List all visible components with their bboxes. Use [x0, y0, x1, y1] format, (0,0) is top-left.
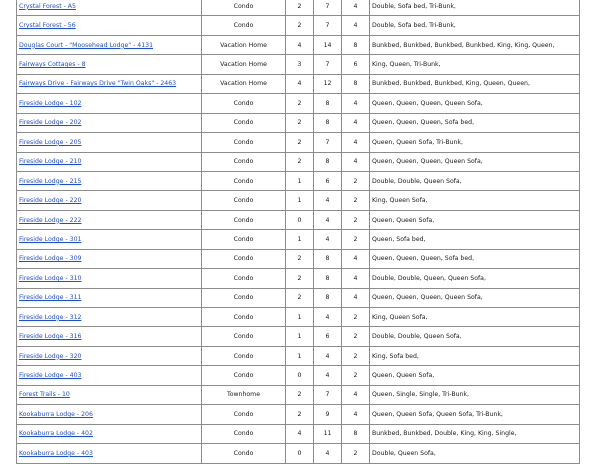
- property-name-cell: [17, 171, 202, 190]
- property-link[interactable]: Kookaburra Lodge - 403: [19, 449, 93, 457]
- baths-cell: 4: [342, 16, 370, 35]
- baths-cell: 4: [342, 288, 370, 307]
- property-name-cell: [17, 133, 202, 152]
- bed-configuration-cell: Queen, Queen, Queen, Sofa bed,: [370, 113, 580, 132]
- table-row: [17, 308, 580, 327]
- property-type-cell: Condo: [202, 171, 286, 190]
- bed-configuration-cell: Queen, Queen, Queen, Sofa bed,: [370, 249, 580, 268]
- property-link[interactable]: Fireside Lodge - 312: [19, 313, 82, 321]
- bed-configuration-cell: Double, Queen Sofa,: [370, 444, 580, 463]
- bed-configuration-cell: Bunkbed, Bunkbed, Bunkbed, Bunkbed, King, King, Queen,: [370, 35, 580, 54]
- sleeps-cell: 4: [314, 210, 342, 229]
- sleeps-cell: 12: [314, 74, 342, 93]
- sleeps-cell: 6: [314, 171, 342, 190]
- table-row: [17, 94, 580, 113]
- property-link[interactable]: Kookaburra Lodge - 206: [19, 410, 93, 418]
- sleeps-cell: 7: [314, 16, 342, 35]
- property-link[interactable]: Douglas Court - "Moosehead Lodge" - 4131: [19, 41, 154, 49]
- bedrooms-cell: 3: [286, 55, 314, 74]
- property-name-cell: [17, 210, 202, 229]
- property-name-cell: [17, 327, 202, 346]
- property-link[interactable]: Fireside Lodge - 320: [19, 352, 82, 360]
- baths-cell: 2: [342, 171, 370, 190]
- property-name-cell: [17, 385, 202, 404]
- baths-cell: 2: [342, 346, 370, 365]
- sleeps-cell: 8: [314, 152, 342, 171]
- sleeps-cell: 8: [314, 269, 342, 288]
- sleeps-cell: 11: [314, 424, 342, 443]
- bed-configuration-cell: Double, Double, Queen Sofa,: [370, 171, 580, 190]
- bedrooms-cell: 2: [286, 133, 314, 152]
- sleeps-cell: 6: [314, 327, 342, 346]
- baths-cell: 2: [342, 308, 370, 327]
- table-row: [17, 444, 580, 463]
- property-type-cell: Condo: [202, 405, 286, 424]
- property-link[interactable]: Fireside Lodge - 102: [19, 99, 82, 107]
- property-type-cell: Vacation Home: [202, 74, 286, 93]
- bedrooms-cell: 1: [286, 308, 314, 327]
- sleeps-cell: 14: [314, 35, 342, 54]
- sleeps-cell: 8: [314, 94, 342, 113]
- sleeps-cell: 4: [314, 366, 342, 385]
- table-row: [17, 171, 580, 190]
- property-link[interactable]: Fireside Lodge - 403: [19, 372, 82, 380]
- baths-cell: 4: [342, 0, 370, 16]
- baths-cell: 4: [342, 152, 370, 171]
- sleeps-cell: 7: [314, 133, 342, 152]
- property-name-cell: [17, 366, 202, 385]
- property-name-cell: [17, 55, 202, 74]
- property-name-cell: [17, 35, 202, 54]
- bed-configuration-cell: Queen, Queen, Queen, Queen Sofa,: [370, 152, 580, 171]
- baths-cell: 4: [342, 269, 370, 288]
- property-type-cell: Condo: [202, 249, 286, 268]
- bed-configuration-cell: Queen, Queen, Queen, Queen Sofa,: [370, 94, 580, 113]
- bedrooms-cell: 4: [286, 424, 314, 443]
- property-type-cell: Condo: [202, 0, 286, 16]
- property-name-cell: [17, 74, 202, 93]
- bed-configuration-cell: Queen, Sofa bed,: [370, 230, 580, 249]
- table-row: [17, 113, 580, 132]
- table-row: [17, 230, 580, 249]
- baths-cell: 2: [342, 366, 370, 385]
- property-type-cell: Condo: [202, 366, 286, 385]
- property-type-cell: Condo: [202, 152, 286, 171]
- property-link[interactable]: Fireside Lodge - 210: [19, 158, 82, 166]
- property-type-cell: Condo: [202, 346, 286, 365]
- property-link[interactable]: Fireside Lodge - 316: [19, 333, 82, 341]
- table-row: [17, 133, 580, 152]
- bed-configuration-cell: Queen, Queen Sofa, Queen Sofa, Tri-Bunk,: [370, 405, 580, 424]
- bedrooms-cell: 4: [286, 74, 314, 93]
- table-row: [17, 74, 580, 93]
- property-link[interactable]: Crystal Forest - A5: [19, 2, 76, 10]
- property-link[interactable]: Fireside Lodge - 215: [19, 177, 82, 185]
- sleeps-cell: 4: [314, 308, 342, 327]
- property-name-cell: [17, 269, 202, 288]
- bedrooms-cell: 2: [286, 113, 314, 132]
- property-link[interactable]: Crystal Forest - 56: [19, 22, 76, 30]
- baths-cell: 4: [342, 405, 370, 424]
- property-type-cell: Condo: [202, 230, 286, 249]
- bed-configuration-cell: King, Queen Sofa,: [370, 191, 580, 210]
- bed-configuration-cell: Queen, Queen, Queen, Queen Sofa,: [370, 288, 580, 307]
- baths-cell: 4: [342, 94, 370, 113]
- bed-configuration-cell: Double, Double, Queen Sofa,: [370, 327, 580, 346]
- property-type-cell: Townhome: [202, 385, 286, 404]
- property-name-cell: [17, 191, 202, 210]
- baths-cell: 4: [342, 249, 370, 268]
- bed-configuration-cell: Queen, Queen Sofa,: [370, 366, 580, 385]
- bedrooms-cell: 2: [286, 152, 314, 171]
- bed-configuration-cell: Double, Sofa bed, Tri-Bunk,: [370, 16, 580, 35]
- property-type-cell: Condo: [202, 191, 286, 210]
- lodging-table: [16, 0, 580, 464]
- bedrooms-cell: 1: [286, 171, 314, 190]
- table-row: [17, 346, 580, 365]
- property-link[interactable]: Fairways Cottages - 8: [19, 61, 86, 69]
- bedrooms-cell: 2: [286, 405, 314, 424]
- property-type-cell: Condo: [202, 308, 286, 327]
- baths-cell: 4: [342, 113, 370, 132]
- bed-configuration-cell: King, Queen Sofa,: [370, 308, 580, 327]
- property-name-cell: [17, 308, 202, 327]
- bedrooms-cell: 2: [286, 249, 314, 268]
- table-row: [17, 35, 580, 54]
- sleeps-cell: 4: [314, 230, 342, 249]
- property-name-cell: [17, 424, 202, 443]
- sleeps-cell: 7: [314, 385, 342, 404]
- table-row: [17, 327, 580, 346]
- sleeps-cell: 9: [314, 405, 342, 424]
- sleeps-cell: 4: [314, 191, 342, 210]
- bedrooms-cell: 0: [286, 210, 314, 229]
- bedrooms-cell: 1: [286, 327, 314, 346]
- property-link[interactable]: Forest Trails - 10: [19, 391, 70, 399]
- property-link[interactable]: Fireside Lodge - 220: [19, 197, 82, 205]
- property-type-cell: Condo: [202, 113, 286, 132]
- property-name-cell: [17, 288, 202, 307]
- baths-cell: 2: [342, 327, 370, 346]
- property-link[interactable]: Kookaburra Lodge - 402: [19, 430, 93, 438]
- bedrooms-cell: 1: [286, 191, 314, 210]
- sleeps-cell: 4: [314, 444, 342, 463]
- table-row: [17, 0, 580, 16]
- property-type-cell: Condo: [202, 424, 286, 443]
- sleeps-cell: 8: [314, 249, 342, 268]
- property-name-cell: [17, 94, 202, 113]
- property-name-cell: [17, 0, 202, 16]
- bedrooms-cell: 4: [286, 35, 314, 54]
- table-row: [17, 16, 580, 35]
- property-name-cell: [17, 444, 202, 463]
- bed-configuration-cell: King, Queen, Tri-Bunk,: [370, 55, 580, 74]
- bedrooms-cell: 0: [286, 366, 314, 385]
- bed-configuration-cell: Double, Sofa bed, Tri-Bunk,: [370, 0, 580, 16]
- sleeps-cell: 8: [314, 113, 342, 132]
- property-link[interactable]: Fireside Lodge - 202: [19, 119, 82, 127]
- property-link[interactable]: Fireside Lodge - 311: [19, 294, 82, 302]
- property-type-cell: Condo: [202, 16, 286, 35]
- table-row: [17, 210, 580, 229]
- sleeps-cell: 4: [314, 346, 342, 365]
- baths-cell: 8: [342, 74, 370, 93]
- baths-cell: 4: [342, 133, 370, 152]
- property-name-cell: [17, 16, 202, 35]
- baths-cell: 2: [342, 444, 370, 463]
- sleeps-cell: 8: [314, 288, 342, 307]
- property-type-cell: Condo: [202, 269, 286, 288]
- property-type-cell: Condo: [202, 94, 286, 113]
- baths-cell: 4: [342, 385, 370, 404]
- property-name-cell: [17, 405, 202, 424]
- property-link[interactable]: Fireside Lodge - 205: [19, 138, 82, 146]
- bedrooms-cell: 1: [286, 230, 314, 249]
- property-name-cell: [17, 113, 202, 132]
- property-type-cell: Condo: [202, 133, 286, 152]
- baths-cell: 8: [342, 35, 370, 54]
- bedrooms-cell: 2: [286, 269, 314, 288]
- baths-cell: 8: [342, 424, 370, 443]
- table-row: [17, 405, 580, 424]
- property-name-cell: [17, 346, 202, 365]
- table-row: [17, 269, 580, 288]
- table-row: [17, 288, 580, 307]
- baths-cell: 2: [342, 230, 370, 249]
- bed-configuration-cell: Queen, Queen Sofa, Tri-Bunk,: [370, 133, 580, 152]
- table-row: [17, 385, 580, 404]
- property-type-cell: Condo: [202, 327, 286, 346]
- table-row: [17, 366, 580, 385]
- bedrooms-cell: 2: [286, 288, 314, 307]
- table-row: [17, 152, 580, 171]
- bedrooms-cell: 2: [286, 16, 314, 35]
- bed-configuration-cell: Queen, Single, Single, Tri-Bunk,: [370, 385, 580, 404]
- property-type-cell: Condo: [202, 210, 286, 229]
- bed-configuration-cell: Double, Double, Queen, Queen Sofa,: [370, 269, 580, 288]
- lodging-table-body: [17, 0, 580, 463]
- bedrooms-cell: 2: [286, 0, 314, 16]
- baths-cell: 2: [342, 191, 370, 210]
- property-type-cell: Vacation Home: [202, 35, 286, 54]
- bed-configuration-cell: Bunkbed, Bunkbed, Double, King, King, Single,: [370, 424, 580, 443]
- sleeps-cell: 7: [314, 0, 342, 16]
- bedrooms-cell: 0: [286, 444, 314, 463]
- property-link[interactable]: Fireside Lodge - 222: [19, 216, 82, 224]
- bed-configuration-cell: King, Sofa bed,: [370, 346, 580, 365]
- bedrooms-cell: 2: [286, 94, 314, 113]
- property-name-cell: [17, 152, 202, 171]
- bedrooms-cell: 1: [286, 346, 314, 365]
- bed-configuration-cell: Bunkbed, Bunkbed, Bunkbed, King, Queen, Queen,: [370, 74, 580, 93]
- bedrooms-cell: 2: [286, 385, 314, 404]
- table-row: [17, 55, 580, 74]
- table-row: [17, 424, 580, 443]
- sleeps-cell: 7: [314, 55, 342, 74]
- property-type-cell: Condo: [202, 288, 286, 307]
- property-type-cell: Vacation Home: [202, 55, 286, 74]
- property-name-cell: [17, 230, 202, 249]
- property-type-cell: Condo: [202, 444, 286, 463]
- baths-cell: 6: [342, 55, 370, 74]
- property-link[interactable]: Fireside Lodge - 310: [19, 274, 82, 282]
- property-link[interactable]: Fireside Lodge - 309: [19, 255, 82, 263]
- table-row: [17, 191, 580, 210]
- bed-configuration-cell: Queen, Queen Sofa,: [370, 210, 580, 229]
- property-link[interactable]: Fireside Lodge - 301: [19, 235, 82, 243]
- baths-cell: 2: [342, 210, 370, 229]
- property-name-cell: [17, 249, 202, 268]
- table-row: [17, 249, 580, 268]
- property-link[interactable]: Fairways Drive - Fairways Drive "Twin Oaks" - 2463: [19, 80, 177, 88]
